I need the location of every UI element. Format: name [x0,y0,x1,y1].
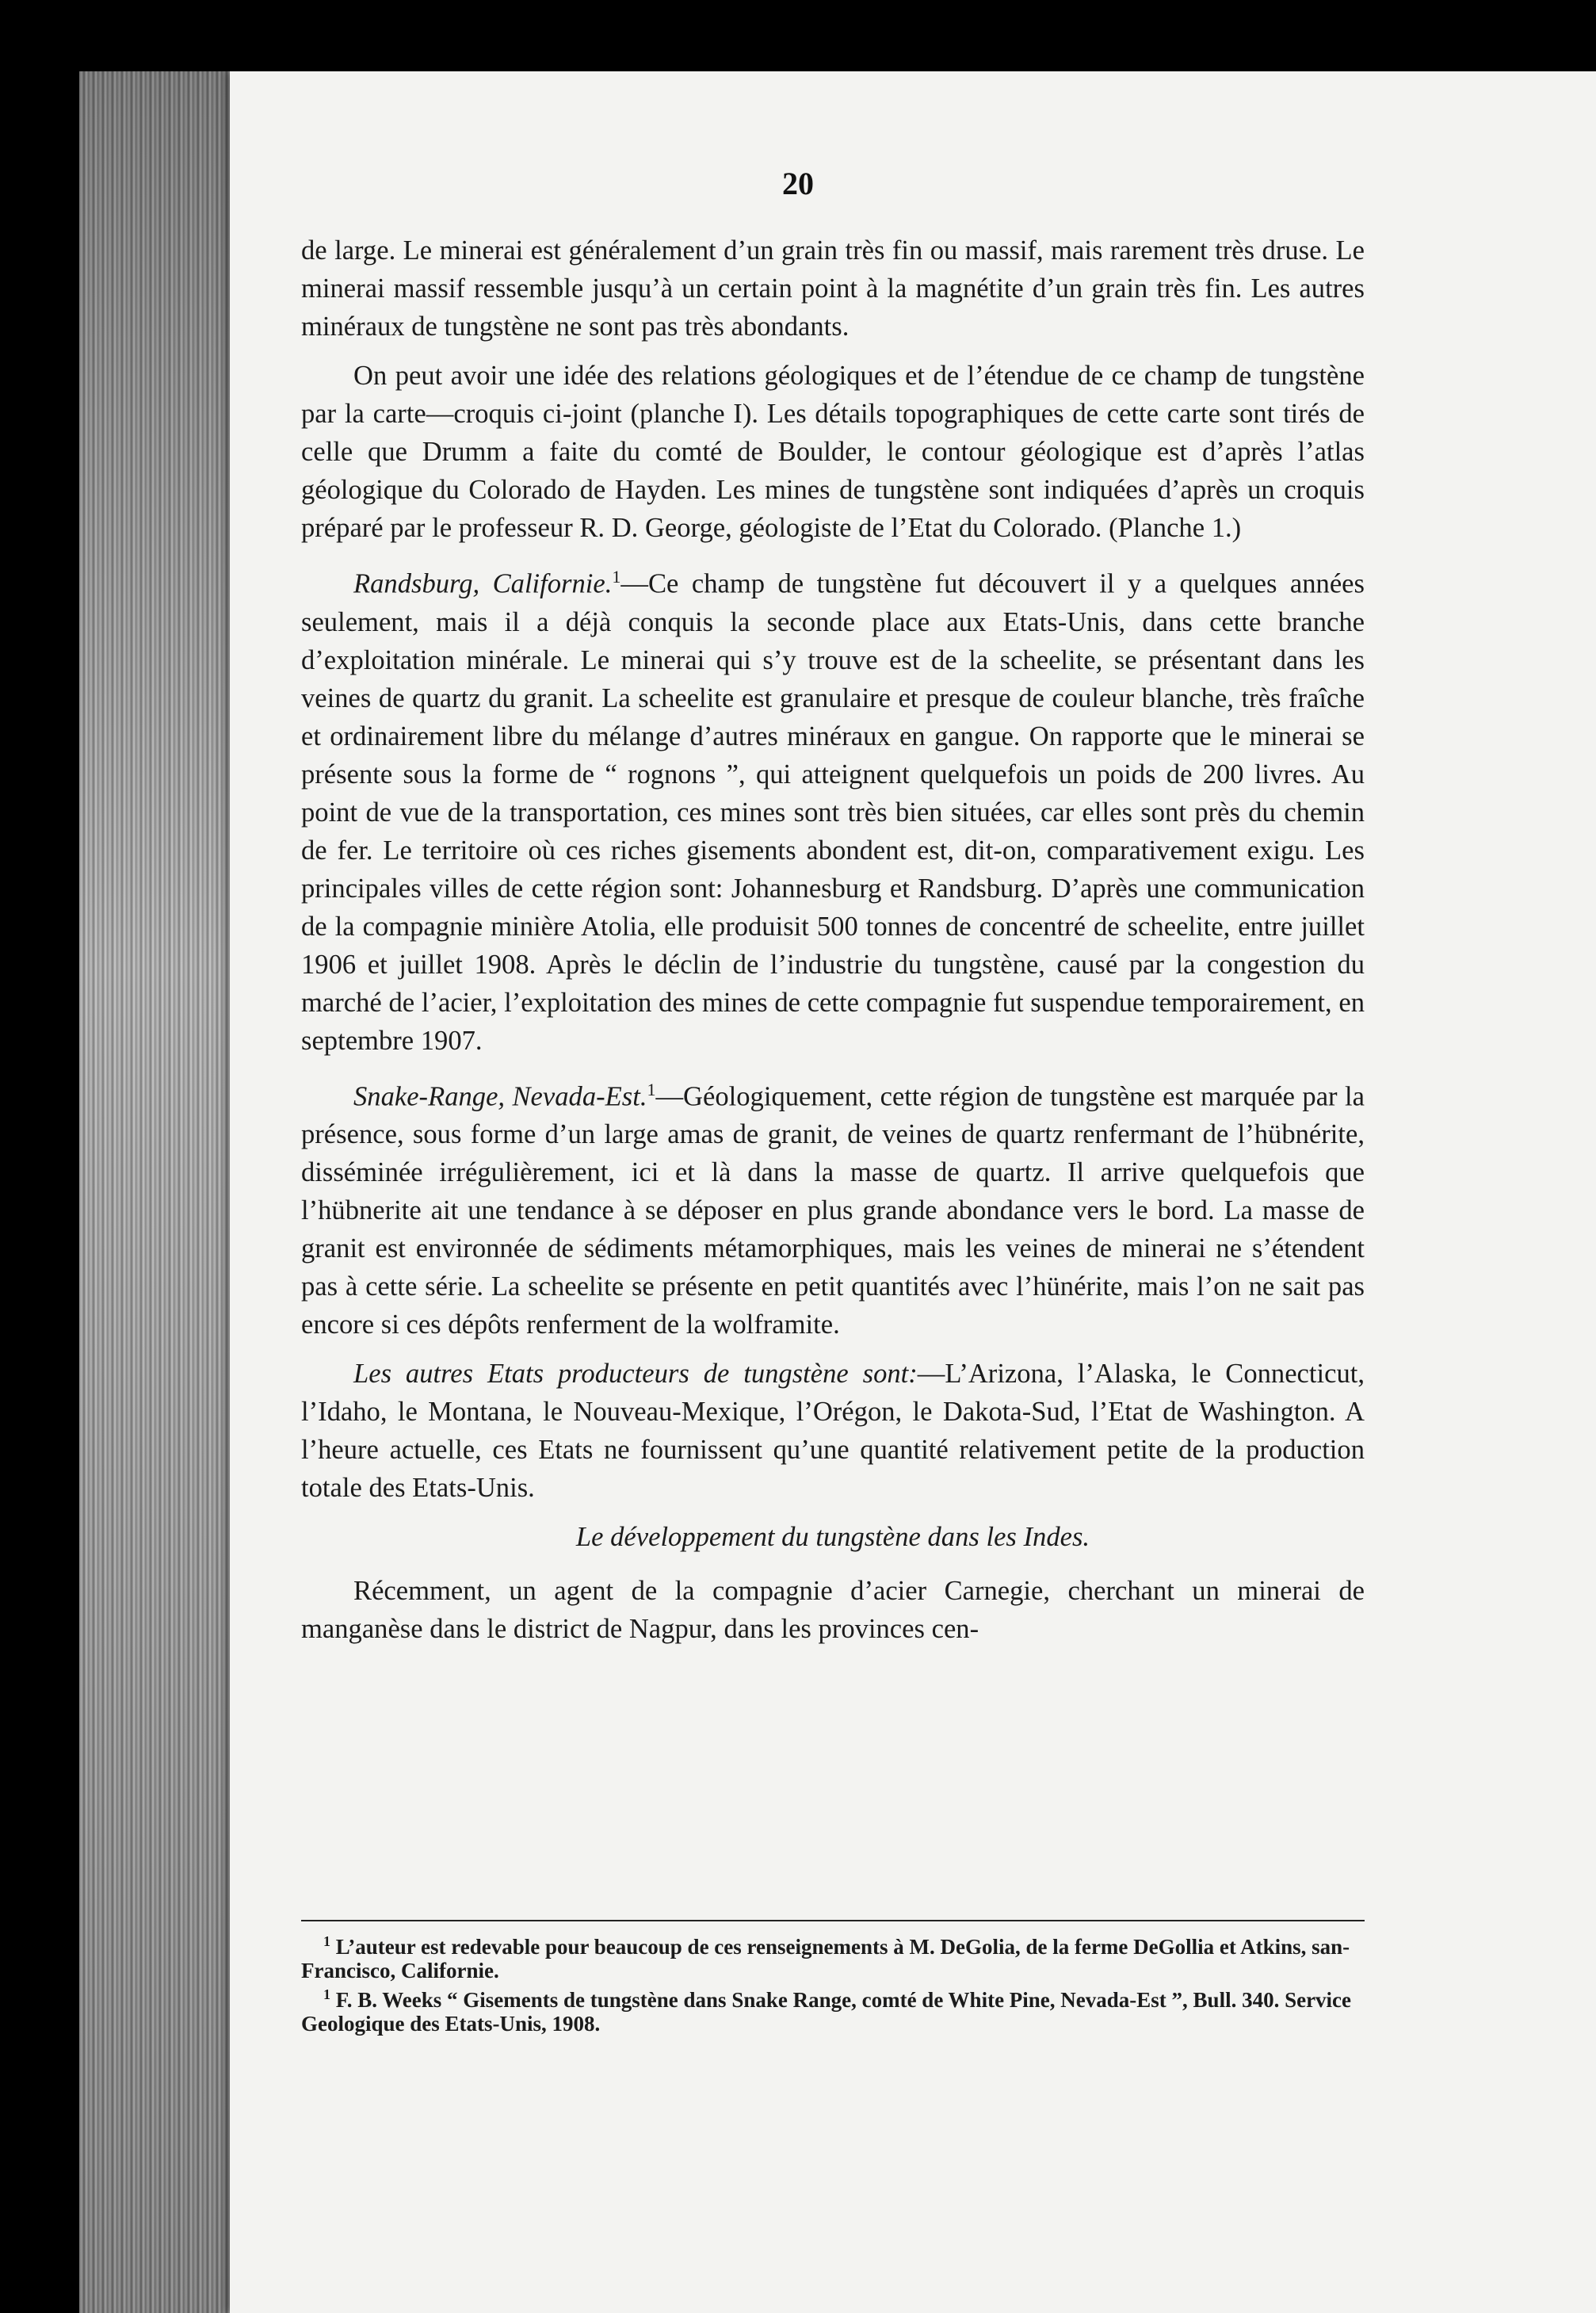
paragraph-geology-map: On peut avoir une idée des relations géologiques et de l’étendue de ce champ de tungstène par la carte—croquis ci-joint (planche I). Les détails topographiques de cette carte sont tirés de celle que Drumm a faite du comté de Boulder, le contour géologique est d’après l’atlas géologique du Colorado de Hayden. Les mines de tungstène sont indiquées d’après un croquis préparé par le professeur R. D. George, géologiste de l’Etat du Colorado. (Planche 1.) [301,361,1365,543]
page-edge-stack [79,71,230,2313]
other-states-text: —L’Arizona, l’Alaska, le Connecticut, l’Idaho, le Montana, le Nouveau-Mexique, l’Orégon, le Dakota-Sud, l’Etat de Washington. A l’heure actuelle, ces Etats ne fournissent qu’une quantité relativement petite de la production totale des Etats-Unis. [301,1359,1365,1504]
section-heading: Le développement du tungstène dans les Indes. [575,1522,1090,1553]
footnotes [301,1920,1365,2036]
randsburg-heading: Randsburg, Californie. [353,568,613,599]
paragraph-other-states [301,1355,1365,1507]
footnote-1 [301,1929,1365,1982]
footnote-marker: 1 [647,1079,656,1099]
footnote-1-marker: 1 [323,1933,330,1949]
paragraph-randsburg [301,558,1365,1060]
footnote-2 [301,1982,1365,2036]
footnote-1-text: L’auteur est redevable pour beaucoup de ces renseignements à M. DeGolia, de la ferme DeGollia et Atkins, san-Francisco, Californie. [301,1935,1350,1982]
paragraph-continuation: de large. Le minerai est généralement d’un grain très fin ou massif, mais rarement très druse. Le minerai massif ressemble jusqu’à un certain point à la magnétite d’un grain très fin. Les autres minéraux de tungstène ne sont pas très abondants. [301,235,1365,342]
page-number: 20 [782,166,814,201]
paragraph-india: Récemment, un agent de la compagnie d’acier Carnegie, cherchant un minerai de manganèse dans le district de Nagpur, dans les provinces cen- [301,1576,1365,1645]
footnote-marker: 1 [612,567,621,587]
footnote-2-marker: 1 [323,1986,330,2002]
edge-shading [79,71,230,2313]
snake-range-heading: Snake-Range, Nevada-Est. [353,1081,647,1112]
body-text [301,231,1365,1648]
paragraph-snake-range [301,1071,1365,1344]
randsburg-text: —Ce champ de tungstène fut découvert il y a quelques années seulement, mais il a déjà conquis la seconde place aux Etats-Unis, dans cette branche d’exploitation minérale. Le minerai qui s’y trouve est de la scheelite, se présentant dans les veines de quartz du granit. La scheelite est granulaire et presque de couleur blanche, très fraîche et ordinairement libre du mélange d’autres minéraux en gangue. On rapporte que le minerai se présente sous la forme de “ rognons ”, qui atteignent quelquefois un poids de 200 livres. Au point de vue de la transportation, ces mines sont très bien situées, car elles sont près du chemin de fer. Le territoire où ces riches gisements abondent est, dit-on, comparativement exigu. Les principales villes de cette région sont: Johannesburg et Randsburg. D’après une communication de la compagnie minière Atolia, elle produisit 500 tonnes de concentré de scheelite, entre juillet 1906 et juillet 1908. Après le déclin de l’industrie du tungstène, causé par la congestion du marché de l’acier, l’exploitation des mines de cette compagnie fut suspendue temporairement, en septembre 1907. [301,568,1365,1056]
other-states-heading: Les autres Etats producteurs de tungstène sont: [353,1359,918,1390]
snake-range-text: —Géologiquement, cette région de tungstène est marquée par la présence, sous forme d’un large amas de granit, de veines de quartz renfermant de l’hübnérite, disséminée irrégulièrement, ici et là dans la masse de quartz. Il arrive quelquefois que l’hübnerite ait une tendance à se déposer en plus grande abondance vers le bord. La masse de granit est environnée de sédiments métamorphiques, mais les veines de minerai ne s’étendent pas à cette série. La scheelite se présente en petit quantités avec l’hünérite, mais l’on ne sait pas encore si ces dépôts renferment de la wolframite. [301,1081,1365,1340]
footnote-2-text: F. B. Weeks “ Gisements de tungstène dans Snake Range, comté de White Pine, Nevada-Est ”, Bull. 340. Service Geologique des Etats-Unis, 1908. [301,1988,1352,2036]
